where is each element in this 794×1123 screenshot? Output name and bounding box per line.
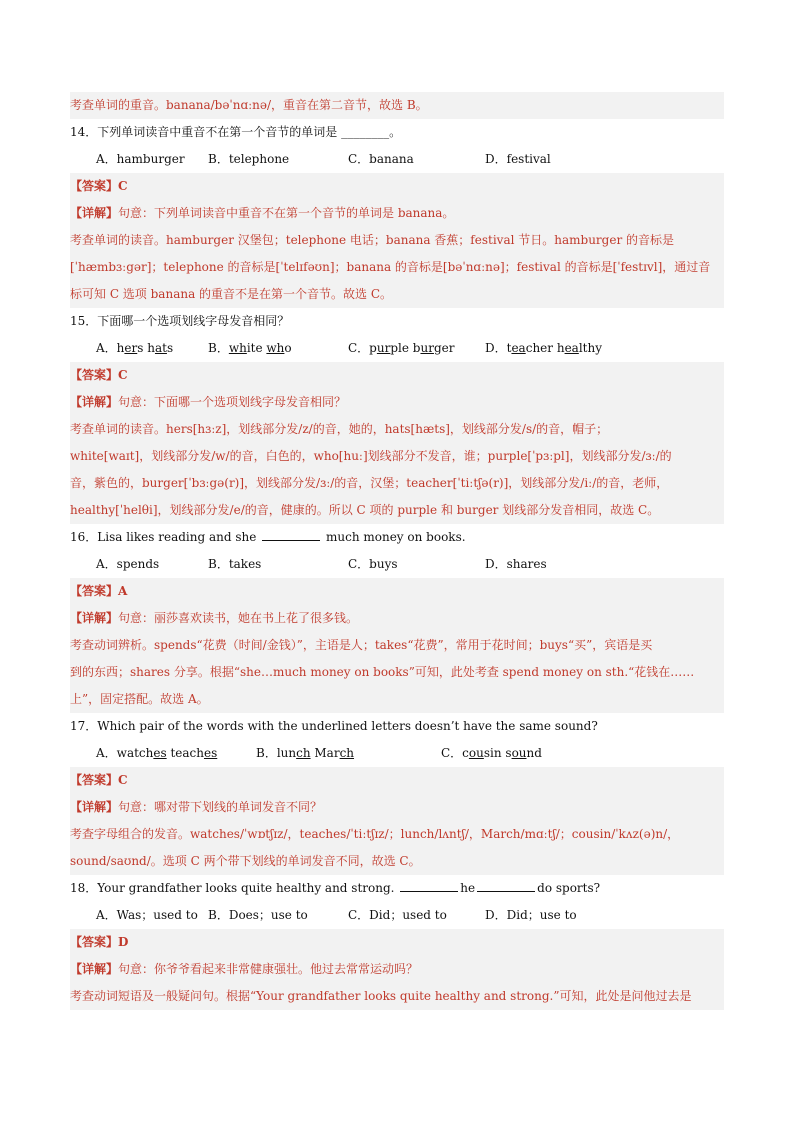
option-b: B．telephone — [208, 152, 290, 166]
question-14-stem: 14．下列单词读音中重音不在第一个音节的单词是 ________。 — [70, 125, 402, 139]
question-17-options — [70, 740, 724, 767]
explanation-line: 考查单词的读音。hers[hɜːz]，划线部分发/z/的音，她的，hats[hæts]，划线部分发/s/的音，帽子； — [70, 416, 724, 443]
question-16-stem: 16．Lisa likes reading and she much money on books. — [70, 530, 466, 544]
option-c: C．Did；used to — [348, 908, 447, 922]
explanation-line: 到的东西；shares 分享。根据“she…much money on books”可知，此处考查 spend money on sth.“花钱在…… — [70, 659, 724, 686]
explanation-line: healthy[ˈhelθi]，划线部分发/e/的音，健康的。所以 C 项的 purple 和 burger 划线部分发音相同，故选 C。 — [70, 497, 724, 524]
explanation-line: 标可知 C 选项 banana 的重音不是在第一个音节。故选 C。 — [70, 281, 724, 308]
question-18-stem: 18．Your grandfather looks quite healthy and strong. he do sports? — [70, 881, 601, 895]
answer-label: 【答案】C — [70, 362, 724, 389]
explanation-line: sound/saʊnd/。选项 C 两个带下划线的单词发音不同，故选 C。 — [70, 848, 724, 875]
explanation-line: 考查动词辨析。spends“花费（时间/金钱）”，主语是人；takes“花费”，常用于花时间；buys“买”，宾语是买 — [70, 632, 724, 659]
option-c: C．purple burger — [348, 341, 455, 355]
answer-blank — [400, 879, 458, 892]
explanation-line: 考查字母组合的发音。watches/ˈwɒtʃɪz/，teaches/ˈtiːtʃɪz/；lunch/lʌntʃ/，March/mɑːtʃ/；cousin/ˈkʌz(ə)n/， — [70, 821, 724, 848]
question-18-options — [70, 902, 724, 929]
answer-blank — [477, 879, 535, 892]
option-d: D．Did；use to — [485, 908, 577, 922]
explanation-label: 【详解】 — [70, 206, 119, 220]
explanation-line: 【详解】句意：下面哪一个选项划线字母发音相同？ — [70, 389, 724, 416]
explanation-line: 【详解】句意：哪对带下划线的单词发音不同？ — [70, 794, 724, 821]
explanation-label: 【详解】 — [70, 800, 119, 814]
option-d: D．shares — [485, 557, 547, 571]
explanation-line: [ˈhæmbɜːgər]；telephone 的音标是[ˈtelɪfəʊn]；banana 的音标是[bəˈnɑːnə]；festival 的音标是[ˈfestɪvl]，通过音 — [70, 254, 724, 281]
explanation-label: 【详解】 — [70, 395, 119, 409]
option-a: A．hers hats — [96, 341, 174, 355]
option-d: D．teacher healthy — [485, 341, 602, 355]
question-15-options — [70, 335, 724, 362]
explanation-label: 【详解】 — [70, 962, 119, 976]
explanation-line: 上”，固定搭配。故选 A。 — [70, 686, 724, 713]
answer-label: 【答案】C — [70, 767, 724, 794]
option-c: C．banana — [348, 152, 414, 166]
question-14-options — [70, 146, 724, 173]
option-a: A．Was；used to — [96, 908, 198, 922]
explanation-line: 【详解】句意：你爷爷看起来非常健康强壮。他过去常常运动吗？ — [70, 956, 724, 983]
option-c: C．cousin sound — [441, 746, 542, 760]
explanation-line: 考查动词短语及一般疑问句。根据“Your grandfather looks quite healthy and strong.”可知，此处是问他过去是 — [70, 983, 724, 1010]
explanation-line: 考查单词的读音。hamburger 汉堡包；telephone 电话；banana 香蕉；festival 节日。hamburger 的音标是 — [70, 227, 724, 254]
option-d: D．festival — [485, 152, 551, 166]
option-a: A．watches teaches — [96, 746, 218, 760]
answer-label: 【答案】D — [70, 929, 724, 956]
question-17-stem: 17．Which pair of the words with the underlined letters doesn’t have the same sound? — [70, 719, 598, 733]
explanation-line: 考查单词的重音。banana/bəˈnɑːnə/，重音在第二音节，故选 B。 — [70, 92, 724, 119]
option-b: B．lunch March — [256, 746, 355, 760]
option-b: B．white who — [208, 341, 292, 355]
question-16-options — [70, 551, 724, 578]
explanation-line: white[waɪt]，划线部分发/w/的音，白色的，who[huː]划线部分不发音，谁；purple[ˈpɜːpl]，划线部分发/ɜː/的 — [70, 443, 724, 470]
explanation-line: 音，紫色的，burger[ˈbɜːgə(r)]，划线部分发/ɜː/的音，汉堡；teacher[ˈtiːtʃə(r)]，划线部分发/iː/的音，老师， — [70, 470, 724, 497]
answer-blank — [262, 528, 320, 541]
option-b: B．Does；use to — [208, 908, 308, 922]
option-c: C．buys — [348, 557, 398, 571]
document-content — [70, 92, 724, 1010]
option-a: A．spends — [96, 557, 160, 571]
answer-label: 【答案】A — [70, 578, 724, 605]
explanation-label: 【详解】 — [70, 611, 119, 625]
answer-label: 【答案】C — [70, 173, 724, 200]
explanation-line: 【详解】句意：下列单词读音中重音不在第一个音节的单词是 banana。 — [70, 200, 724, 227]
explanation-line: 【详解】句意：丽莎喜欢读书，她在书上花了很多钱。 — [70, 605, 724, 632]
question-15-stem: 15．下面哪一个选项划线字母发音相同？ — [70, 314, 290, 328]
option-b: B．takes — [208, 557, 262, 571]
option-a: A．hamburger — [96, 152, 185, 166]
